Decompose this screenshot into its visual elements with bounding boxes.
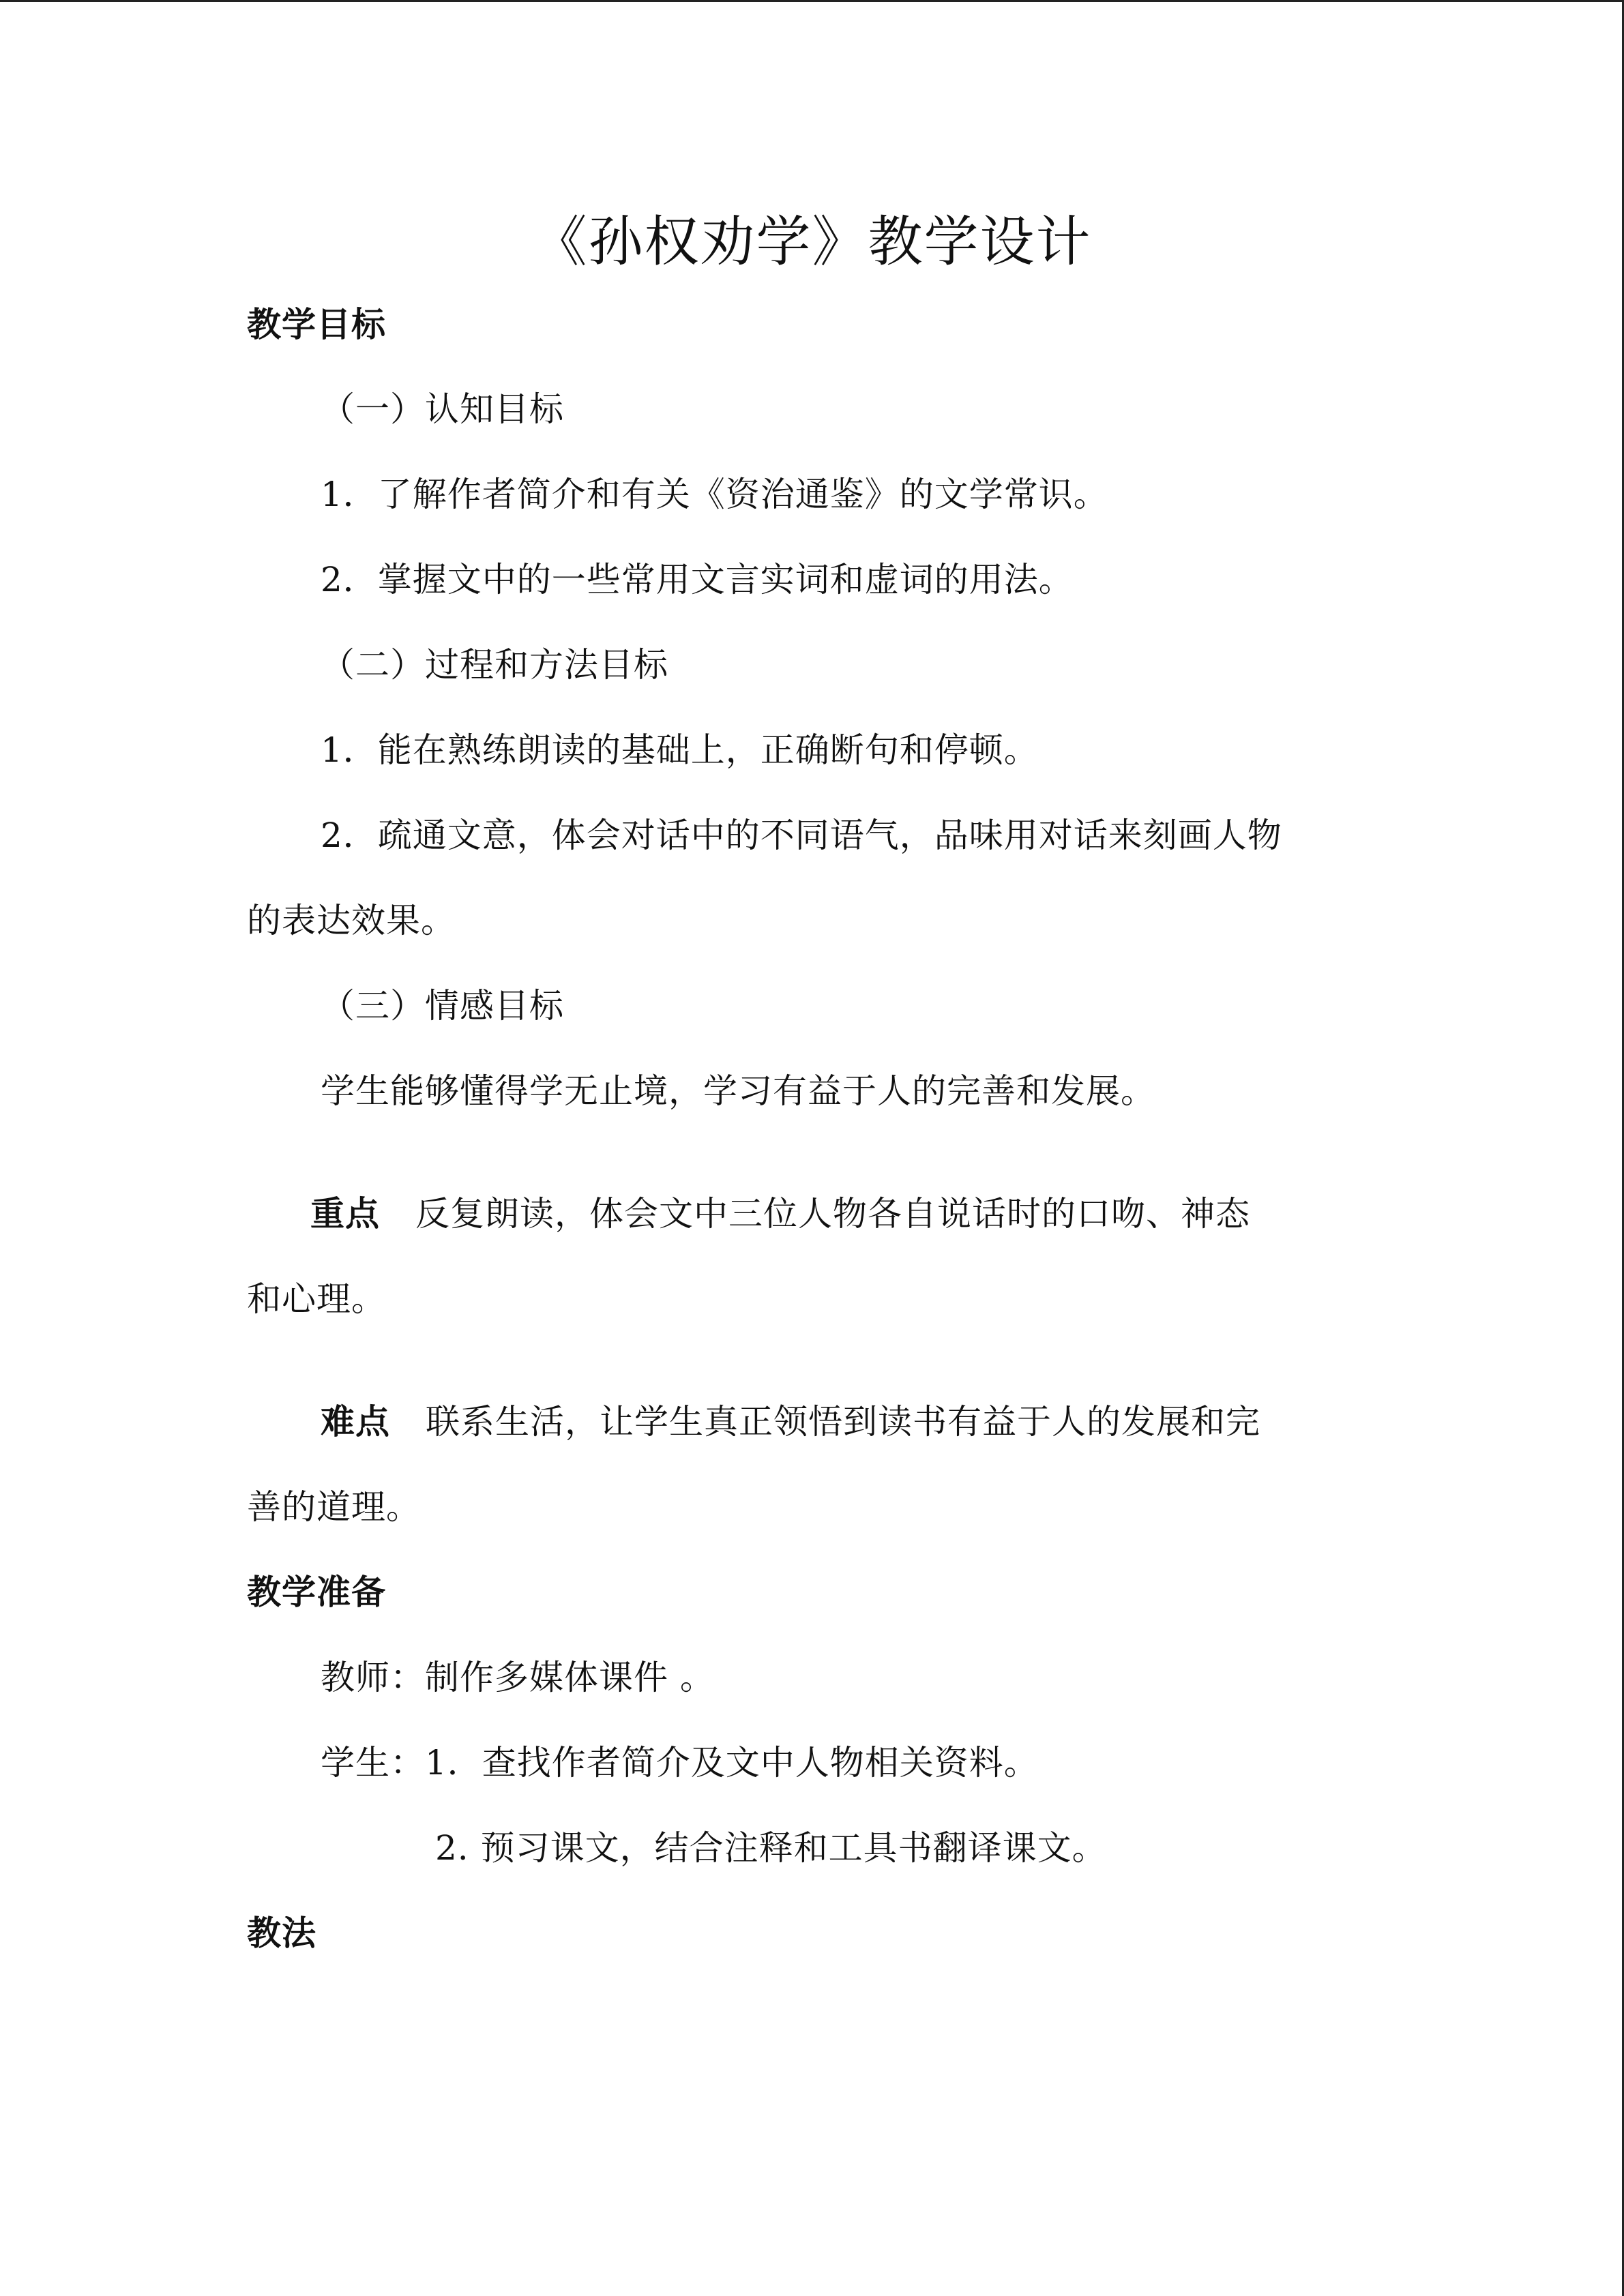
key-point-text: 反复朗读，体会文中三位人物各自说话时的口吻、神态 [415,1194,1250,1234]
difficulty-label: 难点 [321,1402,390,1442]
key-point-line-1 [310,1193,1250,1234]
key-point-label: 重点 [310,1194,380,1234]
objective-process-item-1: 1．能在熟练朗读的基础上，正确断句和停顿。 [321,730,1039,770]
key-point-line-2: 和心理。 [247,1279,386,1319]
objective-emotion-label: （三）情感目标 [321,986,564,1026]
heading-teaching-methods: 教法 [247,1913,316,1953]
heading-teaching-objectives: 教学目标 [247,305,386,344]
difficulty-line-2: 善的道理。 [247,1487,421,1527]
objective-process-label: （二）过程和方法目标 [321,645,668,685]
preparation-student-item-1: 学生：1．查找作者简介及文中人物相关资料。 [321,1743,1039,1783]
difficulty-text: 联系生活，让学生真正领悟到读书有益于人的发展和完 [426,1402,1260,1442]
objective-cognitive-item-1: 1．了解作者简介和有关《资治通鉴》的文学常识。 [321,475,1108,514]
objective-cognitive-label: （一）认知目标 [321,389,564,429]
objective-process-item-2-line-2: 的表达效果。 [247,901,456,940]
document-title: 《孙权劝学》教学设计 [532,210,1092,273]
preparation-student-item-2: 2. 预习课文，结合注释和工具书翻译课文。 [435,1828,1107,1868]
objective-emotion-text: 学生能够懂得学无止境，学习有益于人的完善和发展。 [321,1071,1155,1111]
preparation-teacher: 教师：制作多媒体课件 。 [321,1658,715,1697]
objective-cognitive-item-2: 2．掌握文中的一些常用文言实词和虚词的用法。 [321,560,1074,599]
heading-teaching-preparation: 教学准备 [247,1572,386,1612]
objective-process-item-2-line-1: 2．疏通文意，体会对话中的不同语气，品味用对话来刻画人物 [321,816,1282,855]
difficulty-line-1 [321,1401,1260,1442]
